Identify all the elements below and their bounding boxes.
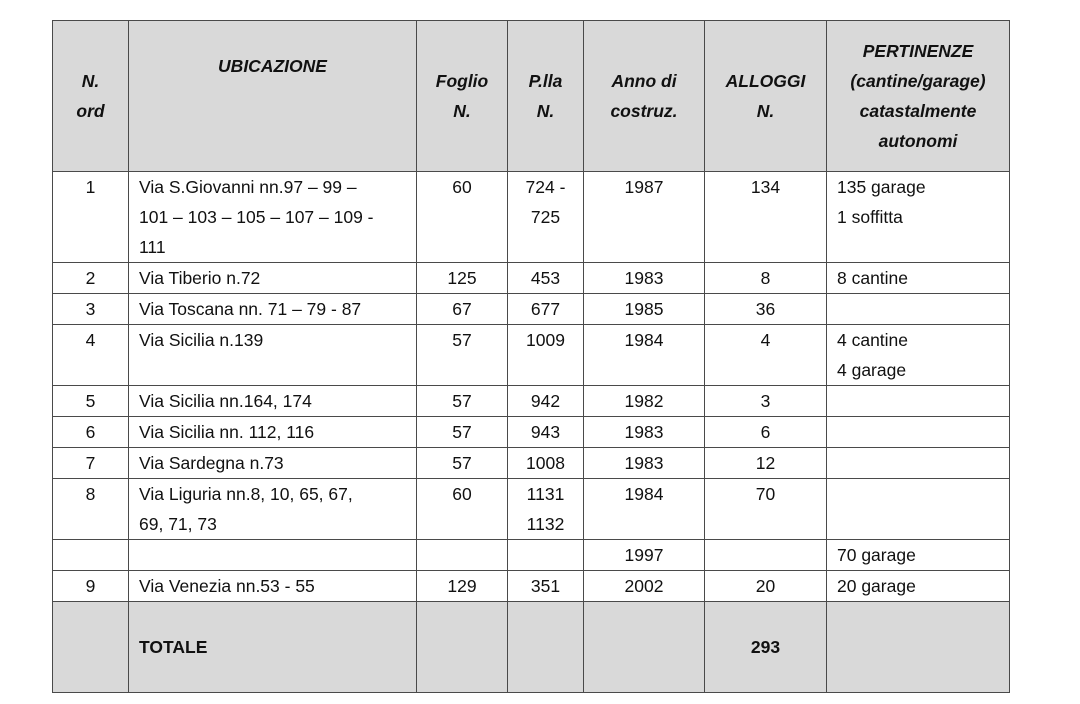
header-anno [584,21,705,172]
cell-ubicazione [129,571,417,602]
cell-plla [508,448,584,479]
cell-line: 1 soffitta [837,207,903,227]
cell-n: 3 [53,294,129,325]
cell-foglio: 125 [417,263,508,294]
table-body [53,172,1010,693]
cell-pertinenze [827,417,1010,448]
cell-line: 725 [530,207,561,227]
cell-line: ord [76,101,105,121]
cell-plla [508,417,584,448]
cell-ubicazione [129,294,417,325]
cell-n: 5 [53,386,129,417]
cell-line: 677 [530,299,561,319]
cell-ubicazione [129,448,417,479]
cell-ubicazione [129,386,417,417]
cell-line: P.lla [528,71,563,91]
cell-foglio: 57 [417,325,508,386]
cell-line: 724 - [525,177,566,197]
cell-pertinenze [827,386,1010,417]
table-row [53,325,1010,386]
cell-line: 69, 71, 73 [139,514,217,534]
cell-alloggi: 70 [705,479,827,540]
table-row [53,263,1010,294]
cell-n: 2 [53,263,129,294]
cell-line: 942 [530,391,561,411]
cell-n [53,540,129,571]
total-empty-cell [508,602,584,693]
cell-ubicazione [129,540,417,571]
cell-line: Via Sardegna n.73 [139,453,284,473]
total-empty-cell [827,602,1010,693]
cell-pertinenze [827,540,1010,571]
cell-line: 70 garage [837,545,916,565]
cell-line: 8 cantine [837,268,909,288]
cell-line: N. [453,101,471,121]
table-row [53,479,1010,540]
cell-alloggi: 8 [705,263,827,294]
cell-pertinenze [827,263,1010,294]
cell-line: 4 garage [837,360,907,380]
cell-line: N. [81,71,100,91]
cell-anno: 1983 [584,448,705,479]
cell-pertinenze [827,172,1010,263]
cell-anno: 1985 [584,294,705,325]
cell-line: Via S.Giovanni nn.97 – 99 – [139,177,357,197]
cell-anno: 1982 [584,386,705,417]
header-pertinenze [827,21,1010,172]
cell-line: Via Tiberio n.72 [139,268,261,288]
table-row [53,386,1010,417]
cell-line: Via Sicilia nn.164, 174 [139,391,312,411]
header-ubicazione [129,21,417,172]
cell-line: PERTINENZE [862,41,974,61]
cell-foglio: 60 [417,172,508,263]
cell-plla [508,479,584,540]
cell-alloggi: 4 [705,325,827,386]
cell-alloggi: 6 [705,417,827,448]
header-row [53,21,1010,172]
cell-anno: 1984 [584,325,705,386]
cell-line: 135 garage [837,177,926,197]
cell-line: UBICAZIONE [218,56,327,76]
cell-n: 9 [53,571,129,602]
cell-line: catastalmente [859,101,977,121]
cell-line: 1131 [526,484,565,504]
cell-line: Anno di [611,71,677,91]
cell-plla [508,294,584,325]
cell-line: 1009 [526,330,565,350]
cell-line: autonomi [878,131,958,151]
cell-ubicazione [129,263,417,294]
table-row [53,540,1010,571]
cell-line: 101 – 103 – 105 – 107 – 109 - [139,207,374,227]
cell-anno: 1997 [584,540,705,571]
cell-alloggi [705,540,827,571]
cell-alloggi: 3 [705,386,827,417]
cell-alloggi: 36 [705,294,827,325]
cell-ubicazione [129,417,417,448]
cell-anno: 1983 [584,263,705,294]
cell-line: Via Sicilia n.139 [139,330,264,350]
cell-anno: 1983 [584,417,705,448]
cell-line: Via Toscana nn. 71 – 79 - 87 [139,299,362,319]
header-foglio [417,21,508,172]
cell-line: 1132 [526,514,565,534]
cell-alloggi: 20 [705,571,827,602]
cell-pertinenze [827,294,1010,325]
cell-foglio [417,540,508,571]
total-alloggi: 293 [705,602,827,693]
cell-foglio: 57 [417,417,508,448]
cell-line: 4 cantine [837,330,909,350]
cell-pertinenze [827,571,1010,602]
cell-anno: 2002 [584,571,705,602]
cell-line: Foglio [435,71,489,91]
total-empty-cell [53,602,129,693]
table-row [53,417,1010,448]
cell-plla [508,386,584,417]
cell-plla [508,172,584,263]
header-n-ord [53,21,129,172]
cell-ubicazione [129,172,417,263]
cell-line: N. [536,101,555,121]
cell-line: 351 [530,576,561,596]
cell-anno: 1984 [584,479,705,540]
cell-line: Via Liguria nn.8, 10, 65, 67, [139,484,353,504]
table-row [53,571,1010,602]
cell-anno: 1987 [584,172,705,263]
cell-n: 4 [53,325,129,386]
cell-line: Via Sicilia nn. 112, 116 [139,422,315,442]
cell-foglio: 57 [417,448,508,479]
cell-line: 20 garage [837,576,916,596]
total-row [53,602,1010,693]
cell-n: 8 [53,479,129,540]
cell-alloggi: 12 [705,448,827,479]
cell-ubicazione [129,325,417,386]
total-label: TOTALE [129,602,417,693]
cell-line: N. [756,101,775,121]
table-row [53,294,1010,325]
cell-pertinenze [827,448,1010,479]
cell-line: 943 [530,422,561,442]
cell-plla [508,325,584,386]
cell-n: 1 [53,172,129,263]
housing-table [52,20,1010,693]
cell-line: 1008 [526,453,565,473]
header-alloggi [705,21,827,172]
cell-n: 6 [53,417,129,448]
total-empty-cell [417,602,508,693]
cell-foglio: 57 [417,386,508,417]
total-empty-cell [584,602,705,693]
cell-plla [508,571,584,602]
cell-line: costruz. [610,101,678,121]
cell-pertinenze [827,325,1010,386]
cell-line: 111 [139,237,166,257]
cell-n: 7 [53,448,129,479]
header-plla [508,21,584,172]
cell-foglio: 129 [417,571,508,602]
cell-line: ALLOGGI [725,71,806,91]
cell-line: (cantine/garage) [850,71,986,91]
cell-plla [508,540,584,571]
cell-pertinenze [827,479,1010,540]
table-row [53,448,1010,479]
table-row [53,172,1010,263]
cell-line: Via Venezia nn.53 - 55 [139,576,315,596]
cell-foglio: 60 [417,479,508,540]
cell-ubicazione [129,479,417,540]
cell-alloggi: 134 [705,172,827,263]
cell-plla [508,263,584,294]
cell-foglio: 67 [417,294,508,325]
cell-line: 453 [530,268,561,288]
